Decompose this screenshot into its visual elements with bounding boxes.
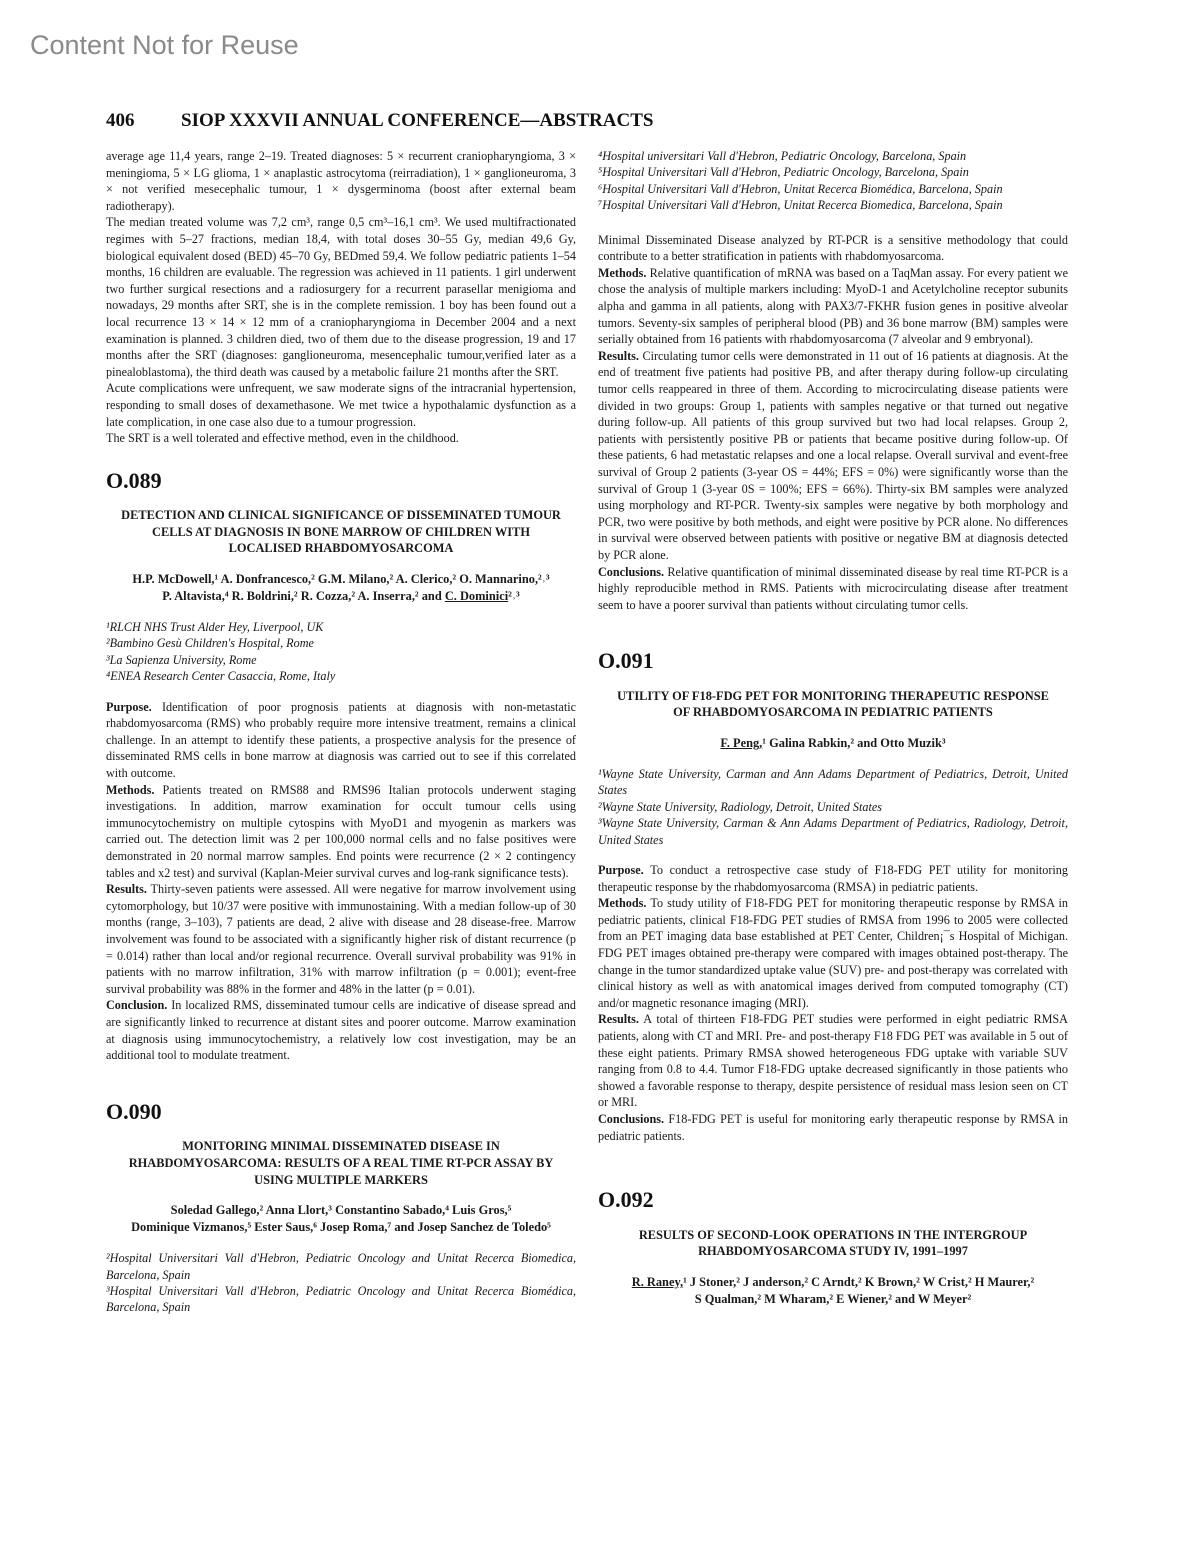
abstract-number-o092: O.092: [598, 1187, 654, 1213]
intro-paragraph: Minimal Disseminated Disease analyzed by RT-PCR is a sensitive methodology that could contribute to a better stratification in patients with rhabdomyosarcoma.: [598, 232, 1068, 264]
purpose-paragraph: Purpose. Identification of poor prognosis patients at diagnosis with non-metastatic rhabdomyosarcoma (RMS) who probably require more intensive treatment, remains a clinical challenge. In an attempt to identify these patients, a prospective analysis for the presence of disseminated RMS cells in bone marrow at diagnosis was carried out to see if this correlated with outcome.: [106, 699, 576, 781]
continued-paragraph: average age 11,4 years, range 2–19. Treated diagnoses: 5 × recurrent craniopharyngioma, 3 × meningioma, 5 × LG glioma, 1 × anaplastic astrocytoma (reirradiation), 1 × ganglioneuroma, 3 × not verified mesecephalic tumour, 1 × dysgerminoma (boost after external beam radiotherapy).: [106, 149, 576, 213]
conclusions-paragraph: Conclusions. Relative quantification of minimal disseminated disease by real time RT-PCR is a highly reproducible method in RMS. Patients with microcirculating disease after treatment seem to have a poorer survival than patients without circulating tumor cells.: [598, 564, 1068, 612]
methods-paragraph: Methods. To study utility of F18-FDG PET for monitoring therapeutic response by RMSA in pediatric patients, clinical F18-FDG PET studies of RMSA from 1996 to 2005 were collected from an PET imaging data base established at PET Center, Children¡¯s Hospital of Michigan. FDG PET images obtained pre-therapy were compared with images obtained post-therapy. The change in the tumor standardized uptake value (SUV) pre- and post-therapy was correlated with clinical history as well as with anatomical images derived from computed tomography (CT) and/or magnetic resonance imaging (MRI).: [598, 896, 1068, 1010]
continued-paragraph: Acute complications were unfrequent, we saw moderate signs of the intracranial hypertension, responding to small doses of dexamethasone. We met twice a hypothalamic dysfunction as a late complication, in one case also due to a tumour progression.: [106, 381, 576, 429]
affiliation: ⁴ENEA Research Center Casaccia, Rome, Italy: [106, 669, 336, 684]
authors-line: S Qualman,² M Wharam,² E Wiener,² and W Meyer²: [694, 1291, 972, 1306]
watermark: Content Not for Reuse: [30, 30, 299, 60]
affiliation: ²Wayne State University, Radiology, Detroit, United States: [598, 799, 883, 814]
authors-line: H.P. McDowell,¹ A. Donfrancesco,² G.M. Milano,² A. Clerico,² O. Mannarino,²˒³: [132, 572, 550, 587]
page-number: 406: [106, 110, 135, 131]
abstract-number-o089: O.089: [106, 467, 162, 493]
continued-paragraph: The SRT is a well tolerated and effective method, even in the childhood.: [106, 431, 459, 446]
conclusions-paragraph: Conclusions. F18-FDG PET is useful for monitoring early therapeutic response by RMSA in pediatric patients.: [598, 1112, 1068, 1143]
results-paragraph: Results. Thirty-seven patients were assessed. All were negative for marrow involvement using cytomorphology, but 10/37 were positive with immunostaining. With a median follow-up of 30 months (range, 3–103), 7 patients are dead, 2 alive with disease and 28 disease-free. Marrow involvement was found to be associated with a significantly higher risk of distant recurrence (p = 0.014) rather than local and/or regional recurrence. Overall survival probability was 91% in patients with no marrow infiltration, 31% with marrow infiltration (p = 0.001); event-free survival probability was 88% in the former and 48% in the latter (p = 0.01).: [106, 882, 576, 996]
authors-line: R. Raney,¹ J Stoner,² J anderson,² C Arndt,² K Brown,² W Crist,² H Maurer,²: [631, 1274, 1035, 1289]
affiliation: ²Bambino Gesù Children's Hospital, Rome: [106, 636, 314, 651]
conclusion-paragraph: Conclusion. In localized RMS, disseminated tumour cells are indicative of disease spread and are significantly linked to recurrence at distant sites and poorer outcome. Marrow examination at diagnosis using immunocytochemistry, a relatively low cost investigation, may be an additional tool to modulate treatment.: [106, 998, 576, 1063]
affiliation: ⁷Hospital Universitari Vall d'Hebron, Unitat Recerca Biomedica, Barcelona, Spain: [598, 198, 1003, 213]
affiliation: ²Hospital Universitari Vall d'Hebron, Pediatric Oncology and Unitat Recerca Biomedica, Barcelona, Spain: [106, 1251, 576, 1282]
running-head: [106, 110, 653, 132]
authors-line: Dominique Vizmanos,⁵ Ester Saus,⁶ Josep Roma,⁷ and Josep Sanchez de Toledo⁵: [131, 1220, 551, 1235]
authors-line: P. Altavista,⁴ R. Boldrini,² R. Cozza,² A. Inserra,² and C. Dominici²˒³: [162, 589, 520, 604]
abstract-number-o091: O.091: [598, 648, 654, 674]
affiliation: ⁵Hospital Universitari Vall d'Hebron, Pediatric Oncology, Barcelona, Spain: [598, 165, 969, 180]
continued-paragraph: The median treated volume was 7,2 cm³, range 0,5 cm³–16,1 cm³. We used multifractionated regimes with 5–27 fractions, median 18,4, with total doses 30–55 Gy, median 49,6 Gy, biological equivalent dosed (BED) 45–70 Gy, BEDmed 59,4. We follow pediatric patients 1–54 months, 16 children are evaluable. The regression was achieved in 11 patients. 1 girl underwent two further surgical resections and a radiosurgery for a recurrent parasellar menigioma and nowadays, 29 months after SRT, she is in the complete remission. 1 boy has been found out a local recurrence 13 × 14 × 12 mm of a craniopharyngioma in December 2004 and a next examination is planned. 3 children died, two of them due to the disease progression, 19 and 17 months after the SRT (diagnoses: ganglioneuroma, mesencephalic tumour,verified later as a pinealoblastoma), the third death was caused by a metabolic failure 21 months after the SRT.: [106, 215, 576, 379]
affiliation: ¹RLCH NHS Trust Alder Hey, Liverpool, UK: [106, 620, 324, 635]
affiliation: ³Wayne State University, Carman & Ann Adams Department of Pediatrics, Radiology, Detroit, United States: [598, 816, 1068, 847]
authors-o092: [598, 1274, 1068, 1308]
authors-o089: [106, 571, 576, 605]
authors-o091: F. Peng,¹ Galina Rabkin,² and Otto Muzik³: [720, 736, 946, 751]
authors-o090: [106, 1202, 576, 1236]
journal-title: SIOP XXXVII ANNUAL CONFERENCE—ABSTRACTS: [181, 110, 654, 131]
left-column: [106, 148, 576, 1316]
abstract-title-o090: MONITORING MINIMAL DISSEMINATED DISEASE IN RHABDOMYOSARCOMA: RESULTS OF A REAL TIME RT-PCR ASSAY BY USING MULTIPLE MARKERS: [128, 1139, 554, 1187]
affiliation: ¹Wayne State University, Carman and Ann Adams Department of Pediatrics, Detroit, United States: [598, 767, 1068, 798]
results-paragraph: Results. A total of thirteen F18-FDG PET studies were performed in eight pediatric RMSA patients, along with CT and MRI. Pre- and post-therapy F18 FDG PET was available in 5 out of these eight patients. Primary RMSA showed heterogeneous FDG uptake with variable SUV ranging from 0.8 to 4.4. Tumor F18-FDG uptake decreased significantly in those patients who showed a favorable response to therapy, despite persistence of residual mass lesion seen on CT or MRI.: [598, 1012, 1068, 1110]
methods-paragraph: Methods. Relative quantification of mRNA was based on a TaqMan assay. For every patient we chose the analysis of multiple markers including: MyoD-1 and Acetylcholine receptor subunits alpha and gamma in all patients, along with PAX3/7-FKHR fusion genes in positive alveolar tumors. Seventy-six samples of peripheral blood (PB) and 36 bone marrow (BM) samples were serially obtained from 16 patients with rhabdomyosarcoma (7 alveolar and 9 embryonal).: [598, 265, 1068, 347]
abstract-title-o091: UTILITY OF F18-FDG PET FOR MONITORING THERAPEUTIC RESPONSE OF RHABDOMYOSARCOMA IN PEDIATRIC PATIENTS: [617, 688, 1049, 720]
methods-paragraph: Methods. Patients treated on RMS88 and RMS96 Italian protocols underwent staging investigations. In addition, marrow examination for occult tumour cells using immunocytochemistry on multiple cytospins with MyoD1 and myogenin as markers was carried out. The detection limit was 2 per 100,000 normal cells and no false positives were demonstrated in 20 normal marrow samples. End points were recurrence (2 × 2 contingency tables and x2 test) and survival (Kaplan-Meier survival curves and log-rank significance tests).: [106, 782, 576, 880]
affiliation: ³La Sapienza University, Rome: [106, 652, 257, 667]
abstract-title-o089: DETECTION AND CLINICAL SIGNIFICANCE OF DISSEMINATED TUMOUR CELLS AT DIAGNOSIS IN BONE MARROW OF CHILDREN WITH LOCALISED RHABDOMYOSARCOMA: [121, 508, 561, 556]
authors-line: Soledad Gallego,² Anna Llort,³ Constantino Sabado,⁴ Luis Gros,⁵: [170, 1203, 512, 1218]
abstract-number-o090: O.090: [106, 1098, 162, 1124]
affiliation: ³Hospital Universitari Vall d'Hebron, Pediatric Oncology and Unitat Recerca Biomédica, Barcelona, Spain: [106, 1283, 576, 1315]
results-paragraph: Results. Circulating tumor cells were demonstrated in 11 out of 16 patients at diagnosis. At the end of treatment five patients had positive PB, and after therapy during follow-up circulating tumor cells reappeared in three of them. According to microcirculating disease patients were divided in two groups: Group 1, patients with samples negative or that turned out negative during follow-up. All patients of this group survived but two had local relapses. Group 2, patients with persistently positive PB or patients that became positive during follow-up. Of these patients, 6 had metastatic relapses and one a local relapse. Overall survival and event-free survival of Group 2 patients (3-year OS = 44%; EFS = 0%) were significantly worse than the survival of Group 1 (3-year 0S = 100%; EFS = 66%). Thirty-six BM samples were analyzed using morphology and RT-PCR. Twenty-six samples were negative by both morphology and PCR, two were positive by both methods, and eight were positive by PCR alone. No differences in survival were observed between patients with positive or negative BM at diagnosis detected by PCR alone.: [598, 348, 1068, 562]
right-column: [598, 148, 1068, 1322]
affiliation: ⁴Hospital universitari Vall d'Hebron, Pediatric Oncology, Barcelona, Spain: [598, 149, 967, 163]
affiliation: ⁶Hospital Universitari Vall d'Hebron, Unitat Recerca Biomédica, Barcelona, Spain: [598, 181, 1003, 196]
purpose-paragraph: Purpose. To conduct a retrospective case study of F18-FDG PET utility for monitoring therapeutic response by the rhabdomyosarcoma (RMSA) in pediatric patients.: [598, 863, 1068, 894]
abstract-title-o092: RESULTS OF SECOND-LOOK OPERATIONS IN THE INTERGROUP RHABDOMYOSARCOMA STUDY IV, 1991–1997: [638, 1227, 1028, 1259]
